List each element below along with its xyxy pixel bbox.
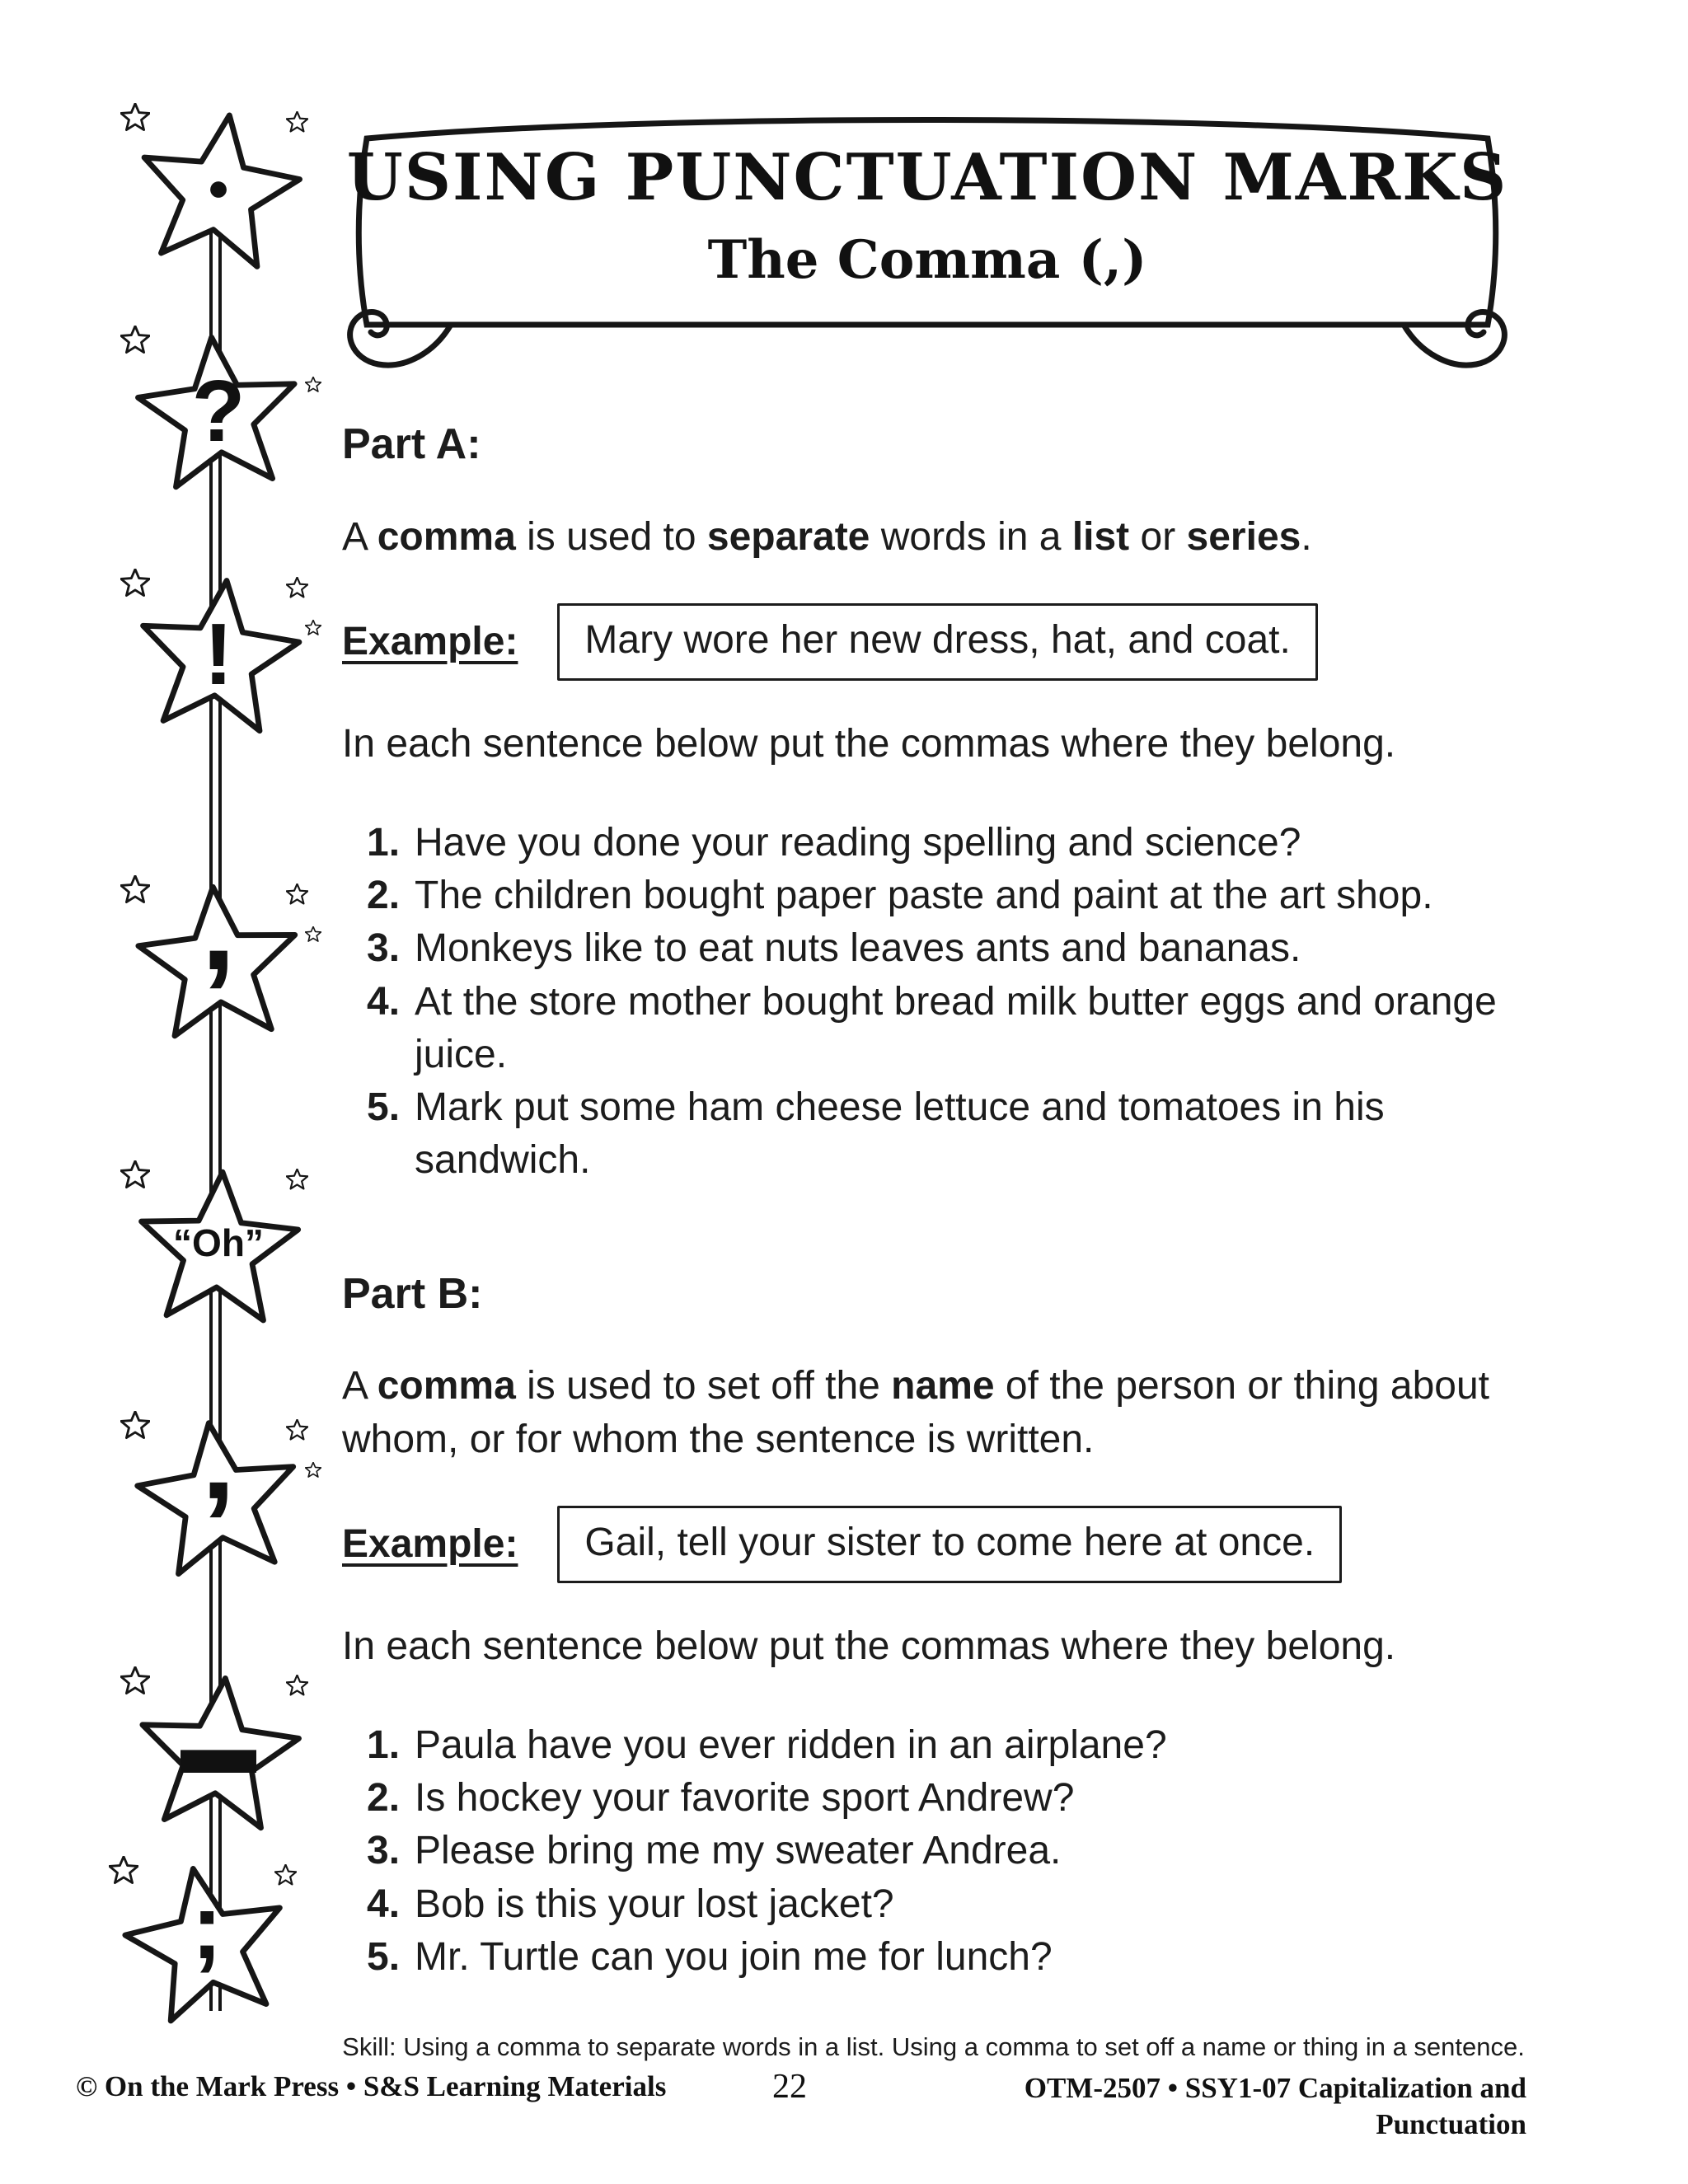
- question-text: Please bring me my sweater Andrea.: [415, 1829, 1062, 1873]
- product-code-line1: OTM-2507 • SSY1-07 Capitalization and: [1024, 2072, 1526, 2104]
- star-quotation-marks: [132, 1169, 305, 1333]
- question-item: [367, 1931, 1525, 1984]
- part-a-heading: Part A:: [342, 420, 481, 468]
- part-a-rule: [342, 511, 1525, 564]
- question-text: Is hockey your favorite sport Andrew?: [415, 1776, 1075, 1821]
- question-number: 4.: [367, 979, 401, 1024]
- dash-symbol: ▬: [181, 1705, 256, 1789]
- part-b-example-row: [342, 1506, 1525, 1583]
- apostrophe-symbol: ’: [201, 1455, 236, 1594]
- rule-bold: comma: [377, 1364, 516, 1408]
- rule-text: .: [1301, 514, 1312, 559]
- question-text: Paula have you ever ridden in an airplane?: [415, 1722, 1167, 1767]
- rule-text: is used to set off the: [515, 1364, 892, 1408]
- example-sentence-box: Gail, tell your sister to come here at once.: [557, 1506, 1342, 1583]
- example-label: Example:: [342, 619, 518, 663]
- skill-line: Skill: Using a comma to separate words in a list. Using a comma to set off a name or thing in a sentence.: [342, 2032, 1525, 2061]
- rule-text: of the person or thing about whom, or for whom the sentence is written.: [342, 1364, 1489, 1461]
- rule-bold: list: [1071, 514, 1130, 559]
- question-number: 1.: [367, 1722, 401, 1767]
- star-semicolon: [120, 1864, 293, 2029]
- page-title: USING PUNCTUATION MARKS: [346, 140, 1508, 215]
- star-dash: [132, 1675, 305, 1840]
- question-text: Have you done your reading spelling and science?: [415, 820, 1301, 865]
- rule-text: A: [342, 514, 377, 559]
- rule-bold: comma: [377, 514, 516, 559]
- part-b-questions: [367, 1719, 1525, 1985]
- decorative-star-icon: [305, 377, 321, 393]
- question-text: Monkeys like to eat nuts leaves ants and bananas.: [415, 926, 1301, 971]
- star-question-mark: [132, 334, 305, 499]
- copyright-line: © On the Mark Press • S&S Learning Materials: [76, 2070, 667, 2102]
- star-exclamation-mark: [132, 577, 305, 742]
- example-sentence-box: Mary wore her new dress, hat, and coat.: [557, 603, 1317, 681]
- rule-bold: name: [891, 1364, 995, 1408]
- part-b-rule: [342, 1360, 1525, 1466]
- quotation-marks-symbol: “Oh”: [173, 1221, 264, 1264]
- part-b-heading: Part B:: [342, 1269, 483, 1318]
- question-item: [367, 1719, 1525, 1772]
- question-number: 2.: [367, 873, 401, 917]
- decorative-star-icon: [305, 926, 321, 943]
- star-apostrophe: [132, 1419, 305, 1594]
- product-code-line2: Punctuation: [1376, 2107, 1526, 2140]
- part-a-questions: [367, 817, 1525, 1188]
- question-number: 1.: [367, 820, 401, 865]
- question-number: 3.: [367, 926, 401, 971]
- rule-bold: series: [1186, 514, 1301, 559]
- question-number: 3.: [367, 1829, 401, 1873]
- part-a-example-row: [342, 603, 1525, 681]
- question-item: [367, 869, 1525, 922]
- semicolon-symbol: ;: [191, 1875, 223, 1978]
- part-a-instruction: In each sentence below put the commas where they belong.: [342, 722, 1396, 766]
- star-period: [132, 111, 305, 276]
- question-text: Mr. Turtle can you join me for lunch?: [415, 1934, 1053, 1979]
- question-item: [367, 1081, 1525, 1188]
- page-number: 22: [772, 2068, 807, 2106]
- question-item: [367, 976, 1525, 1082]
- exclamation-mark-symbol: !: [204, 606, 233, 703]
- example-label: Example:: [342, 1522, 518, 1567]
- star-comma: [132, 857, 305, 1048]
- question-text: Bob is this your lost jacket?: [415, 1882, 894, 1926]
- question-item: [367, 817, 1525, 869]
- rule-text: A: [342, 1364, 377, 1408]
- rule-text: or: [1129, 514, 1187, 559]
- question-number: 2.: [367, 1776, 401, 1821]
- question-number: 5.: [367, 1934, 401, 1979]
- question-item: [367, 1825, 1525, 1877]
- page-subtitle: The Comma (,): [707, 229, 1147, 291]
- comma-symbol: ,: [201, 857, 236, 996]
- question-number: 4.: [367, 1882, 401, 1926]
- product-code: [1025, 2070, 1526, 2143]
- question-item: [367, 1772, 1525, 1825]
- question-text: At the store mother bought bread milk butter eggs and orange juice.: [415, 979, 1497, 1076]
- worksheet-body: [342, 416, 1525, 1984]
- title-banner: [307, 104, 1548, 420]
- question-item: [367, 1878, 1525, 1931]
- rule-bold: separate: [706, 514, 870, 559]
- rule-text: is used to: [515, 514, 707, 559]
- period-symbol: ●: [207, 166, 230, 209]
- question-number: 5.: [367, 1085, 401, 1130]
- question-item: [367, 922, 1525, 975]
- rule-text: words in a: [870, 514, 1072, 559]
- decorative-star-icon: [305, 1462, 321, 1479]
- question-text: The children bought paper paste and paint at the art shop.: [415, 873, 1433, 917]
- part-b-instruction: In each sentence below put the commas where they belong.: [342, 1624, 1396, 1669]
- question-mark-symbol: ?: [191, 363, 246, 460]
- question-text: Mark put some ham cheese lettuce and tomatoes in his sandwich.: [415, 1085, 1385, 1183]
